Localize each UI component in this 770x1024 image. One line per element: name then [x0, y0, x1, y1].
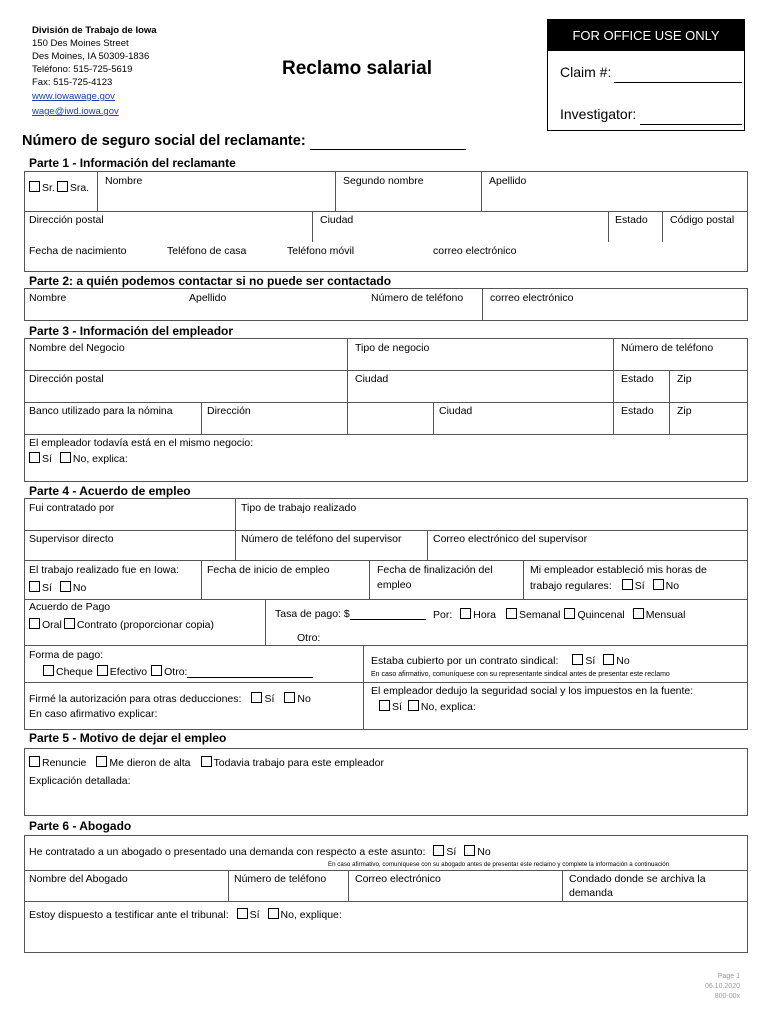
p2-telefono-label: Número de teléfono: [371, 292, 464, 304]
tasa-field[interactable]: [350, 608, 426, 620]
iowa-no-label: No: [72, 582, 87, 594]
codigo-postal-label: Código postal: [670, 214, 735, 226]
direccion-label: Dirección postal: [29, 214, 104, 226]
p2-nombre-label: Nombre: [29, 292, 67, 304]
sindical-no-label: No: [616, 655, 630, 667]
tel-supervisor-label: Número de teléfono del supervisor: [241, 533, 402, 545]
sra-checkbox[interactable]: [57, 181, 68, 192]
efectivo-label: Efectivo: [109, 666, 148, 678]
otro-pago-field[interactable]: [187, 666, 313, 678]
form-title: Reclamo salarial: [282, 58, 432, 79]
otro-pago-label: Otro:: [164, 666, 188, 678]
abogado-note: En caso afirmativo, comuníquese con su abogado antes de presentar este reclamo y complete la información a continuación: [328, 861, 670, 868]
tipo-negocio-label: Tipo de negocio: [355, 342, 430, 354]
segundo-nombre-label: Segundo nombre: [343, 175, 424, 187]
banco-direccion-label: Dirección: [207, 405, 251, 417]
negocio-label: Nombre del Negocio: [29, 342, 125, 354]
abogado-correo-label: Correo electrónico: [355, 873, 441, 885]
contratado-label: Fui contratado por: [29, 502, 115, 514]
seguridad-si-checkbox[interactable]: [379, 700, 390, 711]
nacimiento-label: Fecha de nacimiento: [29, 245, 127, 257]
p3-telefono-label: Número de teléfono: [621, 342, 714, 354]
mismo-no-label: No, explica:: [72, 453, 128, 465]
office-use-header: FOR OFFICE USE ONLY: [548, 20, 744, 51]
explicacion-label: Explicación detallada:: [29, 775, 131, 787]
part2-title: Parte 2: a quién podemos contactar si no puede ser contactado: [29, 274, 392, 288]
page-footer: [705, 972, 740, 1002]
page-number: Page 1: [717, 973, 740, 980]
banco-label: Banco utilizado para la nómina: [29, 405, 173, 417]
abogado-no-checkbox[interactable]: [464, 845, 475, 856]
deducciones-si-checkbox[interactable]: [251, 692, 262, 703]
agency-info: [32, 24, 157, 119]
banco-zip-label: Zip: [677, 405, 692, 417]
cheque-checkbox[interactable]: [43, 665, 54, 676]
sr-checkbox[interactable]: [29, 181, 40, 192]
sra-label: Sra.: [69, 182, 90, 194]
iowa-si-label: Sí: [42, 582, 52, 594]
inicio-label: Fecha de inicio de empleo: [207, 564, 330, 576]
sindical-label: Estaba cubierto por un contrato sindical:: [371, 655, 559, 667]
horas-si-checkbox[interactable]: [622, 579, 633, 590]
p2-correo-label: correo electrónico: [490, 292, 574, 304]
part4-title: Parte 4 - Acuerdo de empleo: [29, 484, 191, 498]
form-date: 06.10.2020: [704, 983, 740, 990]
seguridad-si-label: Sí: [392, 701, 402, 713]
horas-label-1: Mi empleador estableció mis horas de: [530, 564, 707, 576]
mismo-negocio-label: El empleador todavía está en el mismo negocio:: [29, 437, 254, 449]
seguridad-no-label: No, explica:: [420, 701, 476, 713]
seguridad-label: El empleador dedujo la seguridad social y los impuestos en la fuente:: [371, 685, 694, 697]
hora-label: Hora: [473, 609, 497, 621]
alta-label: Me dieron de alta: [109, 757, 191, 769]
part3-title: Parte 3 - Información del empleador: [29, 324, 234, 338]
abogado-no-label: No: [477, 846, 491, 858]
ciudad-label: Ciudad: [320, 214, 354, 226]
deducciones-no-checkbox[interactable]: [284, 692, 295, 703]
todavia-checkbox[interactable]: [201, 756, 212, 767]
efectivo-checkbox[interactable]: [97, 665, 108, 676]
agency-phone: Teléfono: 515-725-5619: [32, 64, 133, 75]
agency-city: Des Moines, IA 50309-1836: [32, 51, 150, 62]
testificar-label: Estoy dispuesto a testificar ante el tribunal:: [29, 909, 229, 921]
horas-label-2: trabajo regulares:: [530, 580, 612, 592]
oral-checkbox[interactable]: [29, 618, 40, 629]
agency-fax: Fax: 515-725-4123: [32, 77, 113, 88]
condado-label-2: demanda: [569, 887, 613, 899]
por-label: Por:: [433, 609, 453, 621]
renuncie-label: Renuncie: [42, 757, 87, 769]
semanal-checkbox[interactable]: [506, 608, 517, 619]
mismo-si-label: Sí: [42, 453, 52, 465]
part4-box: [24, 498, 748, 730]
otro-tasa-label: Otro:: [297, 632, 321, 644]
tipo-trabajo-label: Tipo de trabajo realizado: [241, 502, 357, 514]
part1-title: Parte 1 - Información del reclamante: [29, 156, 236, 170]
abogado-contratado-label: He contratado a un abogado o presentado una demanda con respecto a este asunto:: [29, 846, 426, 858]
contrato-checkbox[interactable]: [64, 618, 75, 629]
deducciones-label: Firmé la autorización para otras deducciones:: [29, 693, 242, 705]
claim-line[interactable]: [614, 82, 742, 83]
todavia-label: Todavia trabajo para este empleador: [213, 757, 384, 769]
telefono-casa-label: Teléfono de casa: [167, 245, 247, 257]
ssn-label: Número de seguro social del reclamante:: [22, 133, 306, 149]
deducciones-si-label: Sí: [264, 693, 275, 705]
investigator-label: Investigator:: [560, 106, 637, 122]
p3-ciudad-label: Ciudad: [355, 373, 389, 385]
horas-no-label: No: [665, 580, 680, 592]
part3-box: [24, 338, 748, 482]
p3-estado-label: Estado: [621, 373, 654, 385]
oral-label: Oral: [42, 619, 62, 631]
horas-si-label: Sí: [634, 580, 645, 592]
correo-supervisor-label: Correo electrónico del supervisor: [433, 533, 588, 545]
semanal-label: Semanal: [519, 609, 561, 621]
part6-box: [24, 835, 748, 953]
part5-title: Parte 5 - Motivo de dejar el empleo: [29, 731, 227, 745]
testificar-no-label: No, explique:: [280, 909, 342, 921]
nombre-abogado-label: Nombre del Abogado: [29, 873, 128, 885]
alta-checkbox[interactable]: [96, 756, 107, 767]
mismo-si-checkbox[interactable]: [29, 452, 40, 463]
agency-web-link[interactable]: www.iowawage.gov: [32, 91, 115, 102]
deducciones-no-label: No: [297, 693, 311, 705]
part1-box: [24, 171, 748, 272]
explicar-label: En caso afirmativo explicar:: [29, 708, 158, 720]
part6-title: Parte 6 - Abogado: [29, 819, 132, 833]
sindical-si-label: Sí: [585, 655, 596, 667]
banco-ciudad-label: Ciudad: [439, 405, 473, 417]
agency-email-link[interactable]: wage@iwd.iowa.gov: [32, 106, 119, 117]
telefono-movil-label: Teléfono móvil: [287, 245, 355, 257]
correo-label: correo electrónico: [433, 245, 517, 257]
part2-box: [24, 288, 748, 321]
p2-apellido-label: Apellido: [189, 292, 227, 304]
office-use-box: [547, 19, 745, 131]
agency-street: 150 Des Moines Street: [32, 38, 129, 49]
fin-label-2: empleo: [377, 579, 412, 591]
investigator-line[interactable]: [640, 124, 742, 125]
abogado-si-label: Sí: [446, 846, 457, 858]
horas-no-checkbox[interactable]: [653, 579, 664, 590]
form-code: 800-00x: [714, 993, 740, 1000]
seguridad-no-checkbox[interactable]: [408, 700, 419, 711]
testificar-no-checkbox[interactable]: [268, 908, 279, 919]
condado-label-1: Condado donde se archiva la: [569, 873, 706, 885]
agency-name: División de Trabajo de Iowa: [32, 25, 157, 36]
nombre-label: Nombre: [105, 175, 143, 187]
mensual-label: Mensual: [645, 609, 686, 621]
forma-pago-label: Forma de pago:: [29, 649, 104, 661]
sindical-si-checkbox[interactable]: [572, 654, 583, 665]
testificar-si-checkbox[interactable]: [237, 908, 248, 919]
sindical-no-checkbox[interactable]: [603, 654, 614, 665]
supervisor-label: Supervisor directo: [29, 533, 114, 545]
contrato-label: Contrato (proporcionar copia): [76, 619, 214, 631]
abogado-si-checkbox[interactable]: [433, 845, 444, 856]
fin-label-1: Fecha de finalización del: [377, 564, 493, 576]
iowa-si-checkbox[interactable]: [29, 581, 40, 592]
banco-estado-label: Estado: [621, 405, 654, 417]
tasa-label: Tasa de pago: $: [275, 608, 350, 620]
quincenal-label: Quincenal: [577, 609, 625, 621]
hora-checkbox[interactable]: [460, 608, 471, 619]
cheque-label: Cheque: [56, 666, 93, 678]
abogado-telefono-label: Número de teléfono: [234, 873, 327, 885]
mensual-checkbox[interactable]: [633, 608, 644, 619]
renuncie-checkbox[interactable]: [29, 756, 40, 767]
testificar-si-label: Sí: [249, 909, 260, 921]
p3-zip-label: Zip: [677, 373, 692, 385]
ssn-field[interactable]: [310, 149, 466, 150]
claim-label: Claim #:: [560, 64, 612, 80]
sindical-note: En caso afirmativo, comuníquese con su representante sindical antes de presentar este reclamo: [371, 671, 670, 678]
otro-pago-checkbox[interactable]: [151, 665, 162, 676]
mismo-no-checkbox[interactable]: [60, 452, 71, 463]
quincenal-checkbox[interactable]: [564, 608, 575, 619]
iowa-label: El trabajo realizado fue en Iowa:: [29, 564, 180, 576]
p3-direccion-label: Dirección postal: [29, 373, 104, 385]
acuerdo-label: Acuerdo de Pago: [29, 601, 111, 613]
estado-label: Estado: [615, 214, 648, 226]
iowa-no-checkbox[interactable]: [60, 581, 71, 592]
sr-label: Sr.: [42, 182, 55, 194]
part5-box: [24, 748, 748, 816]
apellido-label: Apellido: [489, 175, 527, 187]
